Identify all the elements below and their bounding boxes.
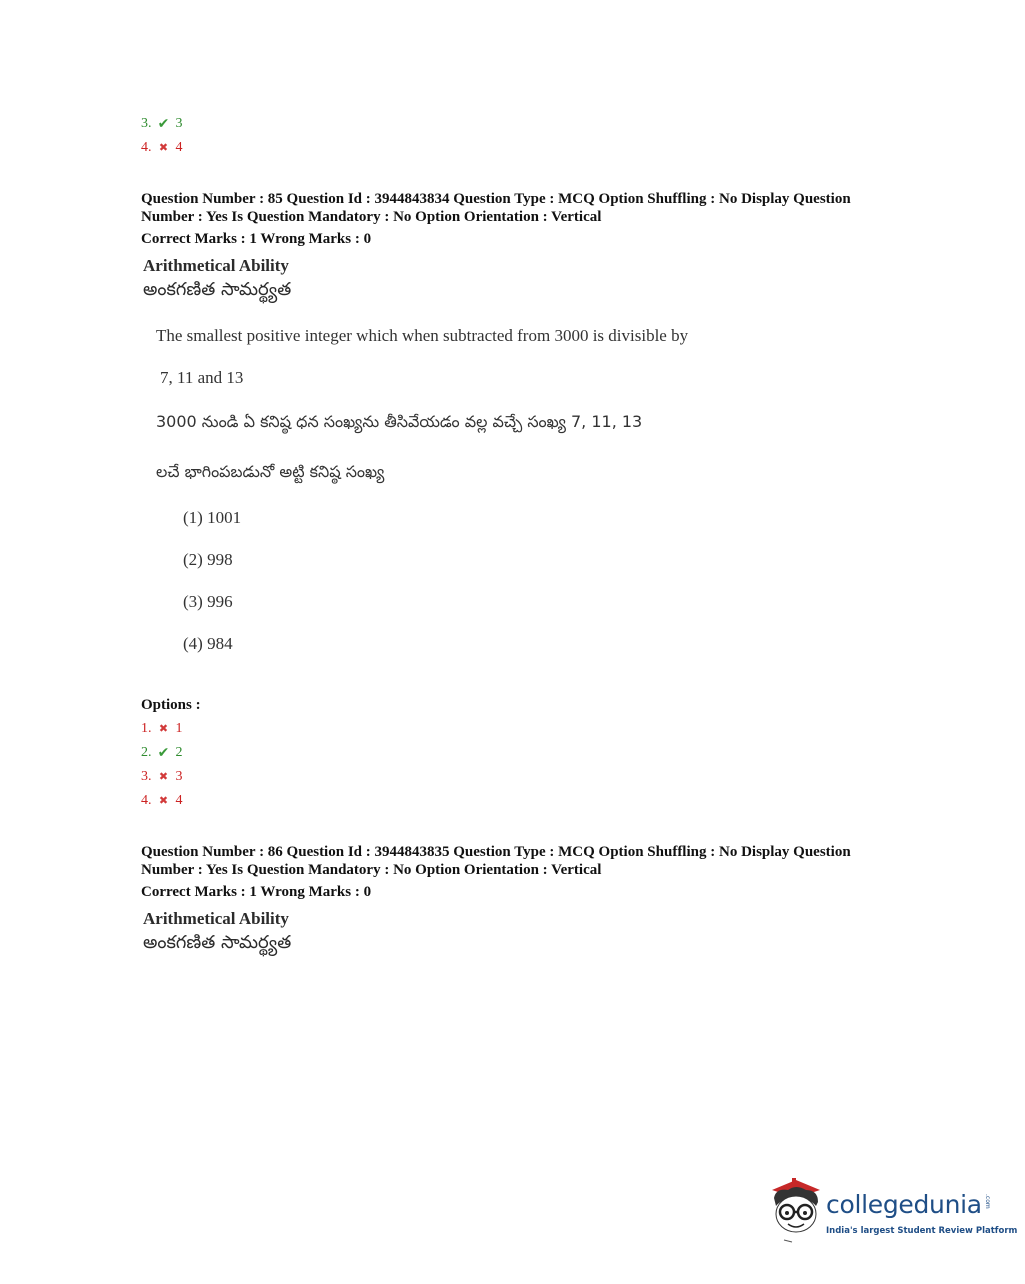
option-value: 3 — [175, 769, 183, 784]
question-86-marks: Correct Marks : 1 Wrong Marks : 0 — [141, 884, 372, 900]
prev-option-3 — [141, 112, 183, 136]
question-text-telugu-2: లచే భాగింపబడునో అట్టి కనిష్ఠ సంఖ్య — [156, 462, 385, 481]
question-text-telugu-1: 3000 నుండి ఏ కనిష్ఠ ధన సంఖ్యను తీసివేయడం వల్ల వచ్చే సంఖ్య 7, 11, 13 — [156, 412, 643, 431]
option-1 — [141, 717, 183, 741]
question-choice-4: (4) 984 — [183, 634, 233, 653]
subject-english: Arithmetical Ability — [143, 256, 289, 275]
option-value: 4 — [175, 793, 183, 808]
question-86-meta — [141, 843, 941, 879]
logo-dotcom: .com — [984, 1194, 991, 1209]
option-number: 4. — [141, 793, 152, 808]
meta-line-1: Question Number : 86 Question Id : 3944843835 Question Type : MCQ Option Shuffling : No Display Question — [141, 844, 851, 860]
option-number: 3. — [141, 116, 152, 131]
option-number: 1. — [141, 721, 152, 736]
question-text-english-2: 7, 11 and 13 — [160, 368, 244, 387]
option-value: 3 — [175, 116, 183, 131]
option-number: 4. — [141, 140, 152, 155]
option-4 — [141, 789, 183, 813]
subject-telugu: అంకగణిత సామర్థ్యత — [143, 932, 292, 953]
cross-icon: ✖ — [158, 794, 169, 807]
mascot-icon — [766, 1176, 826, 1246]
question-choice-3: (3) 996 — [183, 592, 233, 611]
option-number: 3. — [141, 769, 152, 784]
cross-icon: ✖ — [158, 722, 169, 735]
subject-english: Arithmetical Ability — [143, 909, 289, 928]
cross-icon: ✖ — [158, 141, 169, 154]
meta-line-2: Number : Yes Is Question Mandatory : No Option Orientation : Vertical — [141, 862, 602, 878]
question-text-english-1: The smallest positive integer which when subtracted from 3000 is divisible by — [156, 326, 689, 345]
cross-icon: ✖ — [158, 770, 169, 783]
meta-line-1: Question Number : 85 Question Id : 3944843834 Question Type : MCQ Option Shuffling : No Display Question — [141, 191, 851, 207]
collegedunia-logo — [766, 1176, 1018, 1246]
option-2 — [141, 741, 183, 765]
check-icon: ✔ — [157, 745, 170, 761]
options-label: Options : — [141, 697, 201, 713]
option-number: 2. — [141, 745, 152, 760]
option-3 — [141, 765, 183, 789]
check-icon: ✔ — [157, 116, 170, 132]
meta-line-2: Number : Yes Is Question Mandatory : No Option Orientation : Vertical — [141, 209, 602, 225]
logo-wordmark: collegedunia — [826, 1190, 982, 1219]
option-value: 2 — [175, 745, 183, 760]
subject-telugu: అంకగణిత సామర్థ్యత — [143, 279, 292, 300]
question-85-marks: Correct Marks : 1 Wrong Marks : 0 — [141, 231, 372, 247]
question-choice-2: (2) 998 — [183, 550, 233, 569]
logo-tagline: India's largest Student Review Platform — [826, 1226, 1018, 1236]
question-choice-1: (1) 1001 — [183, 508, 242, 527]
question-85-meta — [141, 190, 941, 226]
option-value: 4 — [175, 140, 183, 155]
option-value: 1 — [175, 721, 183, 736]
prev-option-4 — [141, 136, 183, 160]
